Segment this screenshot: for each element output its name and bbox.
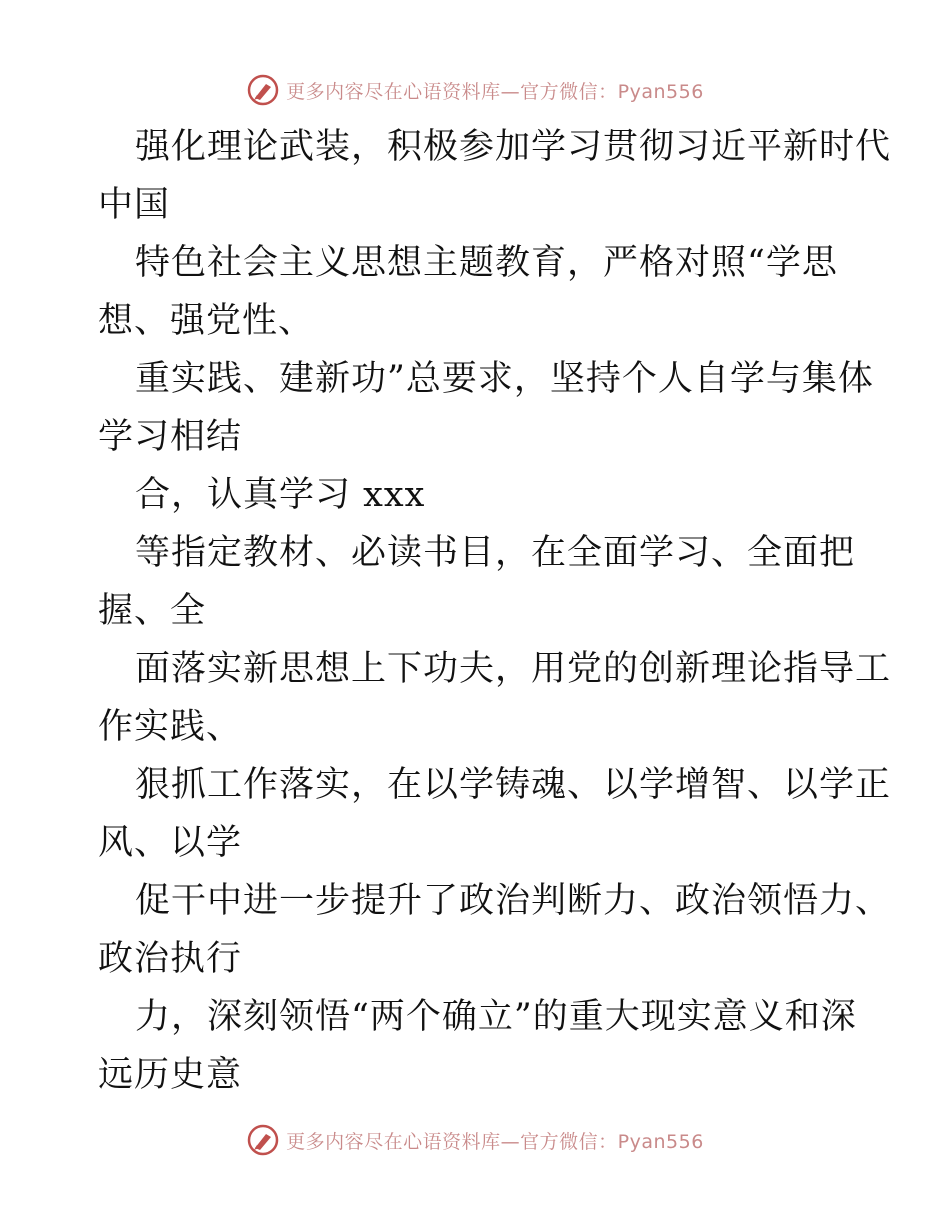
text-line: 特色社会主义思想主题教育，严格对照“学思	[135, 243, 838, 283]
text-line: 政治执行	[98, 939, 243, 979]
text-line: 等指定教材、必读书目，在全面学习、全面把	[135, 533, 856, 573]
text-line: 面落实新思想上下功夫，用党的创新理论指导工	[135, 649, 892, 689]
text-line: 中国	[98, 185, 171, 225]
header-watermark	[0, 70, 950, 110]
text-line: 作实践、	[98, 707, 243, 747]
text-line: 重实践、建新功”总要求，坚持个人自学与集体	[135, 359, 874, 399]
pen-nib-logo-icon	[246, 1123, 280, 1157]
document-body	[98, 118, 892, 1104]
text-line: 想、强党性、	[98, 301, 315, 341]
text-line: 合，认真学习 xxx	[135, 475, 426, 515]
text-line: 风、以学	[98, 823, 243, 863]
text-line: 强化理论武装，积极参加学习贯彻习近平新时代	[135, 127, 892, 167]
pen-nib-logo-icon	[246, 73, 280, 107]
footer-watermark	[0, 1120, 950, 1160]
text-line: 远历史意	[98, 1055, 243, 1095]
watermark-text: 更多内容尽在心语资料库—官方微信：Pyan556	[286, 80, 704, 103]
text-line: 狠抓工作落实，在以学铸魂、以学增智、以学正	[135, 765, 892, 805]
text-line: 学习相结	[98, 417, 243, 457]
text-line: 力，深刻领悟“两个确立”的重大现实意义和深	[135, 997, 857, 1037]
text-line: 促干中进一步提升了政治判断力、政治领悟力、	[135, 881, 892, 921]
text-line: 握、全	[98, 591, 207, 631]
watermark-text: 更多内容尽在心语资料库—官方微信：Pyan556	[286, 1130, 704, 1153]
